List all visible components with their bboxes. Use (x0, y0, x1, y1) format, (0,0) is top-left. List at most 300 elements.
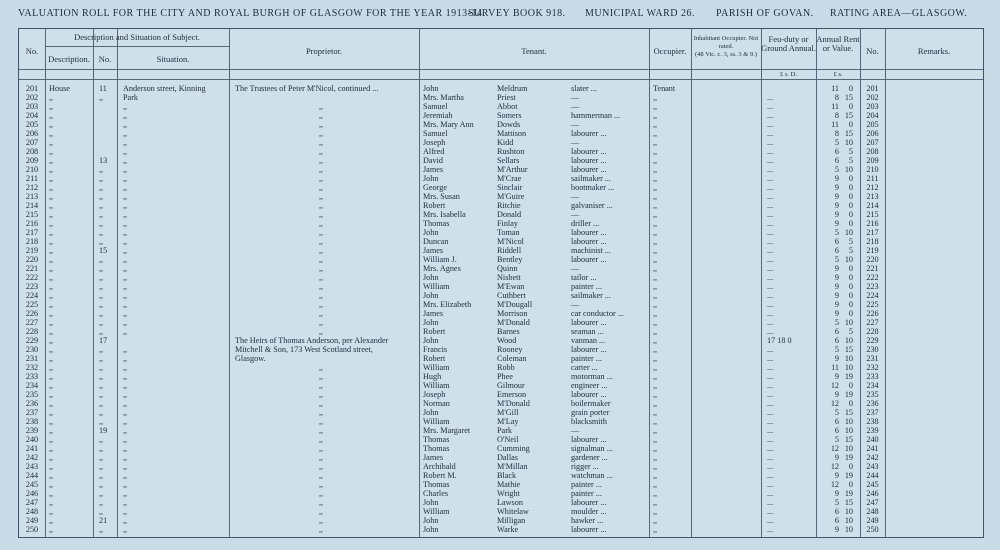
row-rent-pounds: 5 (834, 255, 839, 264)
row-rent-pounds: 12 (830, 480, 839, 489)
row-tenant-first: Robert M. (423, 471, 457, 480)
table-row (19, 507, 983, 516)
row-number-right: 226 (866, 309, 879, 318)
row-house-no: ,, (99, 192, 104, 201)
row-description: ,, (49, 273, 54, 282)
row-rent-shillings: 0 (848, 219, 853, 228)
row-occupation: labourer ... (571, 390, 607, 399)
row-tenant-first: David (423, 156, 444, 165)
row-rent-shillings: 0 (848, 264, 853, 273)
table-row (19, 408, 983, 417)
row-occupier: ,, (653, 174, 658, 183)
row-occupier: ,, (653, 192, 658, 201)
row-rent-pounds: 9 (834, 300, 839, 309)
row-proprietor: ,, (319, 246, 324, 255)
row-tenant-last: Sinclair (497, 183, 523, 192)
row-proprietor: ,, (319, 372, 324, 381)
row-occupier: ,, (653, 489, 658, 498)
table-row (19, 498, 983, 507)
row-rent-shillings: 0 (848, 201, 853, 210)
row-occupation: watchman ... (571, 471, 613, 480)
row-proprietor: ,, (319, 309, 324, 318)
row-feu: ... (767, 471, 774, 480)
row-proprietor: ,, (319, 210, 324, 219)
row-occupier: ,, (653, 210, 658, 219)
row-number: 233 (25, 372, 39, 381)
row-tenant-last: Priest (497, 93, 516, 102)
row-rent-shillings: 19 (844, 489, 853, 498)
row-feu: ... (767, 453, 774, 462)
row-description: ,, (49, 453, 54, 462)
row-feu: ... (767, 138, 774, 147)
row-tenant-last: Cumming (497, 444, 530, 453)
row-description: ,, (49, 282, 54, 291)
row-number-right: 221 (866, 264, 879, 273)
inhabitant-sub: (48 Vic. c. 3, ss. 3 & 9.) (695, 51, 757, 58)
col-tenant: Tenant. (521, 46, 547, 56)
row-occupier: ,, (653, 237, 658, 246)
row-number-right: 220 (866, 255, 879, 264)
row-occupier: ,, (653, 372, 658, 381)
row-feu: ... (767, 480, 774, 489)
row-tenant-first: Mrs. Margaret (423, 426, 471, 435)
row-rent-shillings: 10 (844, 426, 853, 435)
row-rent-pounds: 6 (834, 246, 839, 255)
row-number: 216 (25, 219, 39, 228)
row-number: 207 (25, 138, 39, 147)
row-tenant-last: Phee (497, 372, 513, 381)
row-occupation: — (571, 300, 580, 309)
row-description: ,, (49, 462, 54, 471)
row-feu: ... (767, 246, 774, 255)
row-tenant-first: Thomas (423, 219, 450, 228)
row-rent-pounds: 5 (834, 435, 839, 444)
row-tenant-last: Somers (497, 111, 522, 120)
row-occupation: boilermaker (571, 399, 611, 408)
row-occupation: bootmaker ... (571, 183, 615, 192)
row-tenant-last: M'Dougall (497, 300, 533, 309)
row-proprietor: ,, (319, 183, 324, 192)
row-tenant-last: Whitelaw (497, 507, 529, 516)
row-number-right: 209 (866, 156, 879, 165)
row-description: ,, (49, 210, 54, 219)
row-tenant-first: Samuel (423, 129, 448, 138)
row-description: ,, (49, 345, 54, 354)
table-row (19, 237, 983, 246)
table-row (19, 201, 983, 210)
row-rent-shillings: 0 (848, 192, 853, 201)
row-tenant-first: John (423, 273, 439, 282)
row-rent-pounds: 5 (834, 318, 839, 327)
row-rent-shillings: 15 (844, 111, 853, 120)
row-number-right: 211 (866, 174, 879, 183)
row-house-no: 11 (99, 84, 107, 93)
row-rent-shillings: 0 (848, 84, 853, 93)
row-occupier: ,, (653, 327, 658, 336)
row-situation: ,, (123, 273, 128, 282)
table-row (19, 345, 983, 354)
row-occupation: labourer ... (571, 498, 607, 507)
row-number-right: 241 (866, 444, 879, 453)
row-proprietor: ,, (319, 453, 324, 462)
col-no-right: No. (866, 46, 879, 56)
row-house-no: ,, (99, 183, 104, 192)
row-number-right: 247 (866, 498, 879, 507)
row-number: 222 (25, 273, 39, 282)
row-tenant-first: Robert (423, 354, 446, 363)
row-number-right: 249 (866, 516, 879, 525)
row-number: 236 (25, 399, 39, 408)
row-number-right: 210 (866, 165, 879, 174)
row-description: ,, (49, 147, 54, 156)
row-description: ,, (49, 444, 54, 453)
row-situation: ,, (123, 390, 128, 399)
row-description: ,, (49, 264, 54, 273)
row-rent-shillings: 0 (848, 480, 853, 489)
row-situation: ,, (123, 372, 128, 381)
inhabitant-label: Inhabitant Occupier. Not rated. (693, 35, 759, 50)
row-description: ,, (49, 300, 54, 309)
row-tenant-last: Bentley (497, 255, 523, 264)
row-description: ,, (49, 255, 54, 264)
row-occupation: rigger ... (571, 462, 599, 471)
row-house-no: ,, (99, 462, 104, 471)
row-rent-shillings: 0 (848, 399, 853, 408)
row-rent-pounds: 5 (834, 345, 839, 354)
row-tenant-last: Coleman (497, 354, 527, 363)
proprietor-2a: The Heirs of Thomas Anderson, per Alexander (235, 336, 389, 345)
row-tenant-first: Mrs. Agnes (423, 264, 461, 273)
row-tenant-last: M'Donald (497, 399, 530, 408)
row-house-no: ,, (99, 390, 104, 399)
row-tenant-first: Mrs. Martha (423, 93, 464, 102)
row-feu: ... (767, 426, 774, 435)
row-situation: ,, (123, 417, 128, 426)
row-description: ,, (49, 237, 54, 246)
row-tenant-last: M'Guire (497, 192, 525, 201)
row-rent-pounds: 11 (831, 84, 839, 93)
row-rent-pounds: 9 (834, 471, 839, 480)
row-rent-shillings: 5 (848, 246, 853, 255)
row-rent-shillings: 10 (844, 417, 853, 426)
row-rent-pounds: 11 (831, 102, 839, 111)
row-rent-shillings: 5 (848, 327, 853, 336)
table-row (19, 399, 983, 408)
roll-title: VALUATION ROLL FOR THE CITY AND ROYAL BURGH OF GLASGOW FOR THE YEAR 1913-14. (18, 8, 486, 19)
row-number-right: 207 (866, 138, 879, 147)
row-number: 226 (25, 309, 39, 318)
table-row (19, 129, 983, 138)
table-row (19, 525, 983, 534)
row-occupation: machinist ... (571, 246, 612, 255)
row-situation: ,, (123, 345, 128, 354)
row-number: 203 (25, 102, 39, 111)
row-feu: ... (767, 183, 774, 192)
row-occupier: ,, (653, 453, 658, 462)
row-number-right: 203 (866, 102, 879, 111)
row-occupation: — (571, 93, 580, 102)
row-rent-pounds: 5 (834, 408, 839, 417)
row-rent-shillings: 10 (844, 363, 853, 372)
row-tenant-last: M'Donald (497, 318, 530, 327)
row-occupation: gardener ... (571, 453, 608, 462)
row-occupier: ,, (653, 444, 658, 453)
row-number-right: 206 (866, 129, 879, 138)
row-occupier: ,, (653, 300, 658, 309)
row-situation: ,, (123, 471, 128, 480)
row-occupier: ,, (653, 426, 658, 435)
row-rent-shillings: 0 (848, 300, 853, 309)
row-description: ,, (49, 525, 54, 534)
row-number-right: 201 (866, 84, 879, 93)
row-situation: ,, (123, 156, 128, 165)
row-proprietor: ,, (319, 498, 324, 507)
row-number-right: 240 (866, 435, 879, 444)
row-occupier: ,, (653, 480, 658, 489)
table-row (19, 390, 983, 399)
row-occupier: ,, (653, 408, 658, 417)
table-row (19, 282, 983, 291)
row-occupation: — (571, 426, 580, 435)
row-description: ,, (49, 363, 54, 372)
row-situation: Anderson street, Kinning (123, 84, 206, 93)
row-occupier: ,, (653, 156, 658, 165)
row-description: ,, (49, 219, 54, 228)
table-row (19, 354, 983, 363)
row-rent-shillings: 0 (848, 102, 853, 111)
row-tenant-last: Abbot (497, 102, 518, 111)
row-description: ,, (49, 426, 54, 435)
row-number: 234 (25, 381, 39, 390)
row-description: ,, (49, 291, 54, 300)
row-occupier: ,, (653, 435, 658, 444)
row-rent-shillings: 5 (848, 237, 853, 246)
row-tenant-first: John (423, 291, 439, 300)
row-tenant-last: Rooney (497, 345, 523, 354)
row-feu: ... (767, 174, 774, 183)
table-row (19, 102, 983, 111)
row-feu: ... (767, 264, 774, 273)
row-number: 211 (26, 174, 38, 183)
row-occupier: ,, (653, 507, 658, 516)
valuation-table (18, 28, 984, 538)
row-occupier: ,, (653, 120, 658, 129)
row-rent-pounds: 6 (834, 336, 839, 345)
row-situation: ,, (123, 498, 128, 507)
row-description: ,, (49, 372, 54, 381)
row-occupier: ,, (653, 399, 658, 408)
row-number: 242 (25, 453, 39, 462)
row-tenant-first: Mrs. Mary Ann (423, 120, 474, 129)
row-feu: ... (767, 462, 774, 471)
rent-units: £ s. (833, 71, 843, 78)
row-description: ,, (49, 507, 54, 516)
row-number-right: 228 (866, 327, 879, 336)
row-feu: ... (767, 381, 774, 390)
row-proprietor: ,, (319, 318, 324, 327)
row-number-right: 232 (866, 363, 879, 372)
row-tenant-first: Mrs. Elizabeth (423, 300, 472, 309)
row-occupation: labourer ... (571, 255, 607, 264)
row-tenant-first: William J. (423, 255, 457, 264)
row-number-right: 248 (866, 507, 879, 516)
row-rent-pounds: 9 (834, 174, 839, 183)
row-proprietor: ,, (319, 417, 324, 426)
table-row (19, 246, 983, 255)
row-occupation: labourer ... (571, 525, 607, 534)
row-occupation: slater ... (571, 84, 597, 93)
row-number-right: 236 (866, 399, 879, 408)
row-occupation: moulder ... (571, 507, 607, 516)
row-rent-pounds: 6 (834, 516, 839, 525)
row-rent-shillings: 10 (844, 354, 853, 363)
row-rent-pounds: 12 (830, 381, 839, 390)
row-house-no: ,, (99, 210, 104, 219)
table-row (19, 300, 983, 309)
row-number-right: 235 (866, 390, 879, 399)
row-situation: ,, (123, 381, 128, 390)
row-house-no: 17 (99, 336, 108, 345)
row-number-right: 224 (866, 291, 879, 300)
row-number-right: 231 (866, 354, 879, 363)
row-occupier: ,, (653, 129, 658, 138)
row-tenant-first: Duncan (423, 237, 449, 246)
row-feu: ... (767, 129, 774, 138)
row-situation: ,, (123, 435, 128, 444)
row-feu: 17 18 0 (767, 336, 792, 345)
row-rent-pounds: 11 (831, 120, 839, 129)
row-rent-shillings: 10 (844, 336, 853, 345)
row-rent-shillings: 19 (844, 390, 853, 399)
row-feu: ... (767, 210, 774, 219)
row-description: ,, (49, 183, 54, 192)
row-occupation: motorman ... (571, 372, 613, 381)
row-rent-pounds: 9 (834, 354, 839, 363)
row-tenant-last: Ritchie (497, 201, 521, 210)
row-feu: ... (767, 93, 774, 102)
row-tenant-first: John (423, 408, 439, 417)
row-occupier: ,, (653, 228, 658, 237)
col-rent: Annual Rent or Value. (816, 34, 860, 53)
row-feu: ... (767, 435, 774, 444)
table-row (19, 111, 983, 120)
row-tenant-last: Lawson (497, 498, 523, 507)
row-feu: ... (767, 372, 774, 381)
row-occupier: ,, (653, 264, 658, 273)
row-occupation: labourer ... (571, 228, 607, 237)
row-rent-shillings: 10 (844, 444, 853, 453)
row-feu: ... (767, 417, 774, 426)
row-occupation: — (571, 192, 580, 201)
row-number-right: 245 (866, 480, 879, 489)
row-description: ,, (49, 390, 54, 399)
row-number: 229 (25, 336, 39, 345)
row-situation: ,, (123, 300, 128, 309)
row-occupation: labourer ... (571, 129, 607, 138)
row-description: ,, (49, 156, 54, 165)
row-proprietor: ,, (319, 444, 324, 453)
row-tenant-first: John (423, 84, 439, 93)
table-row (19, 192, 983, 201)
row-tenant-first: James (423, 246, 444, 255)
table-row (19, 255, 983, 264)
row-occupation: sailmaker ... (571, 174, 612, 183)
row-description: ,, (49, 435, 54, 444)
row-situation: ,, (123, 462, 128, 471)
table-row (19, 138, 983, 147)
row-house-no: ,, (99, 498, 104, 507)
row-occupier: ,, (653, 273, 658, 282)
row-number: 225 (25, 300, 39, 309)
row-number: 205 (25, 120, 39, 129)
row-proprietor: ,, (319, 525, 324, 534)
row-proprietor: ,, (319, 327, 324, 336)
row-number-right: 250 (866, 525, 879, 534)
row-house-no: ,, (99, 255, 104, 264)
row-tenant-last: M'Crae (497, 174, 522, 183)
col-feu: Feu-duty or Ground Annual. (761, 34, 816, 53)
row-description: ,, (49, 129, 54, 138)
row-number: 232 (25, 363, 39, 372)
row-number: 209 (25, 156, 39, 165)
row-situation: ,, (123, 282, 128, 291)
row-occupation: seaman ... (571, 327, 604, 336)
row-number: 250 (25, 525, 39, 534)
row-occupation: labourer ... (571, 156, 607, 165)
row-occupation: — (571, 210, 580, 219)
row-house-no: ,, (99, 201, 104, 210)
row-occupier: ,, (653, 255, 658, 264)
row-proprietor: ,, (319, 363, 324, 372)
row-feu: ... (767, 390, 774, 399)
row-number: 228 (25, 327, 39, 336)
row-description: ,, (49, 381, 54, 390)
row-rent-pounds: 9 (834, 525, 839, 534)
row-description: ,, (49, 120, 54, 129)
proprietor-2b: Mitchell & Son, 173 West Scotland street, (235, 345, 373, 354)
table-row (19, 219, 983, 228)
row-tenant-first: Joseph (423, 390, 446, 399)
row-feu: ... (767, 120, 774, 129)
row-number-right: 215 (866, 210, 879, 219)
row-tenant-first: James (423, 453, 444, 462)
row-rent-shillings: 5 (848, 156, 853, 165)
row-proprietor: ,, (319, 435, 324, 444)
row-occupier: ,, (653, 516, 658, 525)
table-row (19, 417, 983, 426)
row-proprietor: ,, (319, 291, 324, 300)
row-house-no: ,, (99, 291, 104, 300)
row-description: House (49, 84, 70, 93)
row-rent-shillings: 10 (844, 165, 853, 174)
row-number-right: 213 (866, 192, 879, 201)
row-situation: ,, (123, 444, 128, 453)
page-header (0, 8, 1000, 22)
row-occupation: galvaniser ... (571, 201, 613, 210)
row-feu: ... (767, 237, 774, 246)
row-situation: Park (123, 93, 139, 102)
row-house-no: ,, (99, 309, 104, 318)
row-proprietor: ,, (319, 147, 324, 156)
row-number: 240 (25, 435, 39, 444)
row-number: 214 (25, 201, 39, 210)
row-description: ,, (49, 498, 54, 507)
row-number: 241 (25, 444, 39, 453)
row-house-no: ,, (99, 237, 104, 246)
row-feu: ... (767, 354, 774, 363)
row-rent-pounds: 8 (834, 111, 839, 120)
row-number: 246 (25, 489, 39, 498)
